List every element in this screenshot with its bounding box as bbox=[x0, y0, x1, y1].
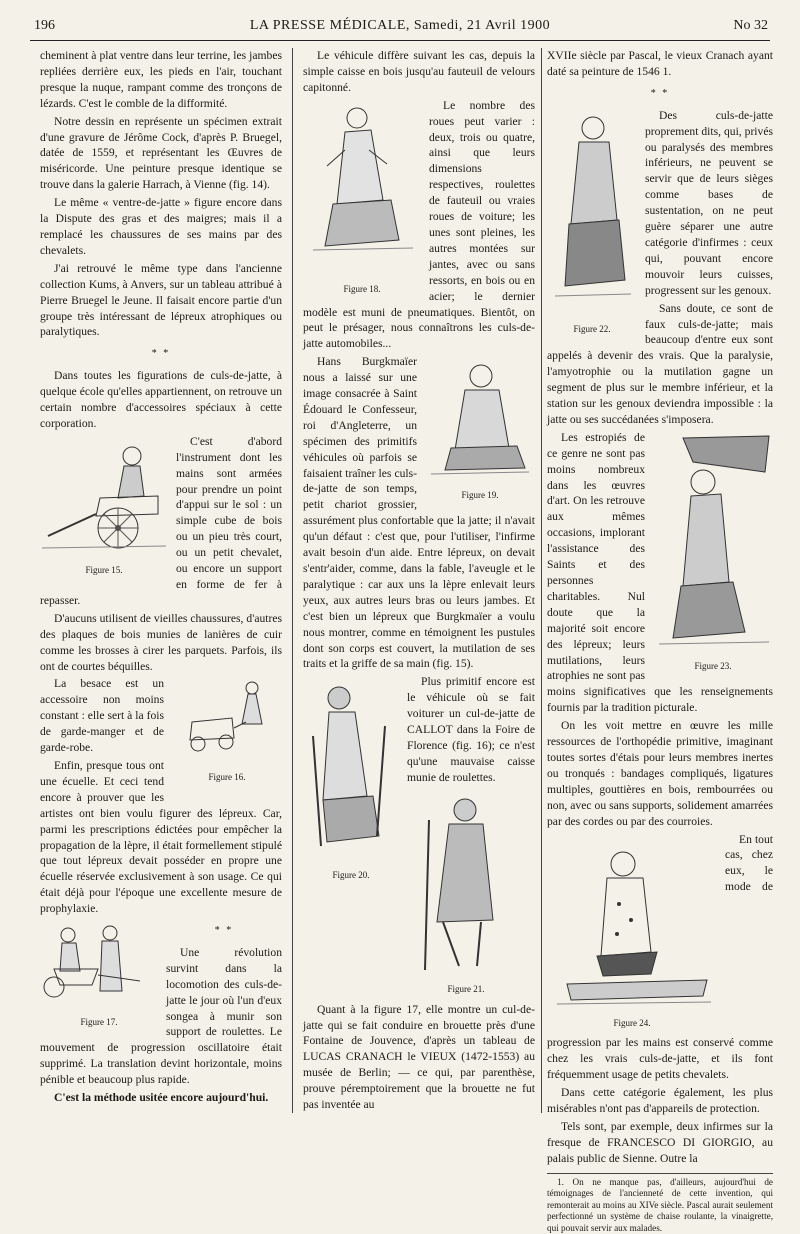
figure-caption: Figure 19. bbox=[461, 490, 499, 501]
journal-title: LA PRESSE MÉDICALE, Samedi, 21 Avril 1900 bbox=[249, 18, 551, 33]
paragraph: Une révolution survint dans la locomotion des culs-de-jatte le jour où l'un d'eux songea à munir son support de roulettes. Le mouvement de progression oscillatoire était supprimé. La translation devint horizontale, moins pénible et beaucoup plus rapide. bbox=[40, 945, 282, 1087]
paragraph: C'est d'abord l'instrument dont les mains sont armées pour prendre un point d'appui sur le sol : un simple cube de bois ou un pieu très court, ou un petit chevalet, ou encore un support en forme de fer à repasser. bbox=[40, 434, 282, 607]
kneeling-figure-illustration bbox=[303, 100, 421, 280]
cart-illustration bbox=[40, 436, 168, 561]
paragraph: Des culs-de-jatte proprement dits, qui, privés ou paralysés des membres inférieurs, ne peuvent se servir que de leurs sièges comme bases de sustentation, on ne peut guère séparer une autre catégorie d'infirmes : ceux qui, pouvant encore mouvoir leurs cuisses, progressent sur les genoux. bbox=[645, 108, 773, 297]
paragraph: Sans doute, ce sont de faux culs-de-jatte; mais beaucoup d'entre eux sont appelés à devenir des vrais. Que la paralysie, l'amyotrophie ou la mutilation gagne un segment de plus sur le membre inférieur, et la station sur les genoux deviendra impossible : la jatte ou ses succédanées s'imposera. bbox=[547, 301, 773, 426]
paragraph: La besace est un accessoire non moins constant : elle sert à la fois de garde-manger et de garde-robe. bbox=[40, 677, 164, 755]
figure-21 bbox=[407, 790, 525, 998]
crutch-figure-illustration bbox=[303, 676, 399, 866]
figure-15 bbox=[40, 436, 168, 579]
figure-caption: Figure 23. bbox=[694, 660, 732, 671]
paragraph: Tels sont, par exemple, deux infirmes sur la fresque de FRANCESCO DI GIORGIO, au palais public de Sienne. Outre la bbox=[547, 1119, 773, 1165]
figure-24 bbox=[547, 834, 717, 1032]
section-separator: * * bbox=[650, 87, 670, 99]
issue-number: No 32 bbox=[733, 18, 768, 33]
paragraph: Plus primitif encore est le véhicule où se fait voiturer un cul-de-jatte de CALLOT dans la Foire de Florence (fig. 16); ce n'est qu'une mauvaise caisse munie de roulettes. bbox=[407, 675, 535, 784]
paragraph: Le véhicule diffère suivant les cas, depuis la simple caisse en bois jusqu'au fauteuil de velours capitonné. bbox=[303, 49, 535, 94]
paragraph: Dans cette catégorie également, les plus misérables n'ont pas d'appareils de protection. bbox=[547, 1086, 773, 1116]
paragraph: Le même « ventre-de-jatte » figure encore dans la Dispute des gras et des maigres; mais il a remplacé les chaussures de ses mains par des chevalets. bbox=[40, 196, 282, 257]
figure-caption: Figure 22. bbox=[573, 323, 611, 334]
footnote: 1. On ne manque pas, d'ailleurs, aujourd'hui de témoignages de l'ancienneté de cette invention, qui remonterait au moins au XIVe siècle. Pascal aurait seulement perfectionné un système de chaise roulante, la vinaigrette, qui pouvait servir aux malades. bbox=[547, 1173, 773, 1234]
figure-caption: Figure 16. bbox=[208, 772, 246, 783]
figure-17 bbox=[40, 921, 158, 1031]
section-separator: * * bbox=[151, 348, 171, 360]
figure-16 bbox=[172, 678, 282, 786]
figure-23 bbox=[653, 432, 773, 675]
paragraph: XVIIe siècle par Pascal, le vieux Cranach ayant daté sa peinture de 1546 1. bbox=[547, 49, 773, 78]
paragraph: Les estropiés de ce genre ne sont pas moins nombreux dans les œuvres d'art. On les retrouve aux mêmes occasions, implorant l'assistance des Saints et des personnes charitables. Nul doute que la majorité soit encore des lépreux; leurs mutilations, leurs atrophies ne sont pas moins significatives que les renseignements fournis par la tradition picturale. bbox=[547, 430, 773, 715]
cart-illustration bbox=[172, 678, 282, 768]
column-divider bbox=[541, 48, 542, 1113]
column-3 bbox=[547, 48, 773, 1234]
paragraph: Le nombre des roues peut varier : deux, trois ou quatre, ainsi que leurs dimensions respectives, roulettes de fauteuil ou vraies roues de voiture; les unes sont pleines, les autres montées sur jantes, avec ou sans ressorts, en bois ou en acier; le dernier modèle est muni de pneumatiques. Bientôt, on peut le présager, nous connaîtrons les culs-de-jatte automobiles... bbox=[303, 98, 535, 351]
figure-19 bbox=[425, 356, 535, 504]
paragraph: Notre dessin en représente un spécimen extrait d'une gravure de Jérôme Cock, d'après P. Bruegel, datée de 1559, et représentant les Œuvres de miséricorde. Une peinture presque identique se trouve dans la galerie Harrach, à Vienne (fig. 14). bbox=[40, 114, 282, 192]
leper-figure-illustration bbox=[547, 834, 717, 1014]
figure-caption: Figure 20. bbox=[332, 870, 370, 881]
paragraph: cheminent à plat ventre dans leur terrine, les jambes repliées derrière eux, les pieds en l'air, touchant presque la nuque, rampant comme des tronçons de lézards. C'est le comble de la difformité. bbox=[40, 49, 282, 110]
paragraph: C'est la méthode usitée encore aujourd'hui. bbox=[54, 1091, 269, 1105]
standing-figure-illustration bbox=[407, 790, 525, 980]
page-number: 196 bbox=[34, 18, 55, 33]
page-header bbox=[30, 14, 770, 38]
paragraph: Dans toutes les figurations de culs-de-jatte, à quelque école qu'elles appartiennent, on retrouve un certain nombre d'accessoires spéciaux à cette corporation. bbox=[40, 369, 282, 430]
figure-18 bbox=[303, 100, 421, 298]
column-2 bbox=[303, 48, 535, 1115]
section-separator: * * bbox=[214, 925, 234, 937]
seated-figure-illustration bbox=[425, 356, 535, 486]
figure-caption: Figure 18. bbox=[343, 283, 381, 294]
column-divider bbox=[292, 48, 293, 1113]
paragraph: D'aucuns utilisent de vieilles chaussures, d'autres des plaques de bois munies de lanières de cuir comme les brosses à cirer les parquets. Parfois, ils ont de courtes béquilles. bbox=[40, 611, 282, 673]
header-rule bbox=[30, 40, 770, 41]
paragraph: Quant à la figure 17, elle montre un cul-de-jatte qui se fait conduire en brouette près d'une Fontaine de Jouvence, d'après un tableau de LUCAS CRANACH le VIEUX (1472-1553) au musée de Berlin; — ce qui, par parenthèse, prouve péremptoirement que la brouette ne fut pas inventée au bbox=[303, 1002, 535, 1112]
figure-caption: Figure 15. bbox=[85, 564, 123, 575]
figure-20 bbox=[303, 676, 399, 884]
paragraph: On les voit mettre en œuvre les mille ressources de l'orthopédie primitive, imaginant toutes sortes d'étais pour leurs membres inertes ou tronqués : bandages compliqués, ligatures multiples, gouttières en bois, rembourrées ou non, avec ou sans supports, solidement amarrées par des cordes ou par des courroies. bbox=[547, 719, 773, 828]
praying-figure-illustration bbox=[547, 110, 637, 320]
paragraph: En tout cas, chez eux, le mode de progression par les mains est conservé comme chez les vrais culs-de-jatte, et ils font fréquemment usage de petits chevalets. bbox=[547, 832, 773, 1082]
paragraph: Enfin, presque tous ont une écuelle. Et ceci tend encore à prouver que les artistes ont bien voulu figurer des lépreux. Car, parmi les prescriptions édictées pour empêcher la propagation de la lèpre, il était formellement stipulé que tout lépreux devait posséder en propre une écuelle réservée exclusivement à son usage. Ce qui était déjà pour l'époque une excellente mesure de prophylaxie. bbox=[40, 758, 282, 916]
figure-caption: Figure 17. bbox=[80, 1017, 118, 1028]
figure-caption: Figure 24. bbox=[613, 1017, 651, 1028]
column-1 bbox=[40, 48, 282, 1108]
paragraph: Hans Burgkmaïer nous a laissé sur une image consacrée à Saint Édouard le Confesseur, roi d'Angleterre, un spécimen des primitifs véhicules où parfois se faisaient traîner les culs-de-jatte de son temps, petit chariot grossier, assurément plus confortable que la jatte; il n'avait qu'un défaut : c'est que, pour l'utiliser, l'infirme avait besoin d'un aide. Entre lépreux, on devait s'entr'aider, comme, dans la fable, l'aveugle et le paralytique : car aux uns la lèpre enlevait leurs yeux, aux autres leurs bras ou leurs jambes. Et c'est bien un lépreux que Burgkmaïer a voulu nous montrer, comme en témoignent les pustules dont son corps est couvert, la mutilation de ses traits et la griffe de sa main (fig. 15). bbox=[303, 355, 535, 671]
paragraph: J'ai retrouvé le même type dans l'ancienne collection Kums, à Anvers, sur un tableau attribué à Pierre Bruegel le Jeune. Il faisait encore partie d'un groupe très intéressant de lépreux atrophiques ou paralytiques. bbox=[40, 261, 282, 339]
knee-walker-illustration bbox=[653, 432, 773, 657]
figure-caption: Figure 21. bbox=[447, 983, 485, 994]
wheelbarrow-illustration bbox=[40, 921, 158, 1013]
figure-22 bbox=[547, 110, 637, 338]
